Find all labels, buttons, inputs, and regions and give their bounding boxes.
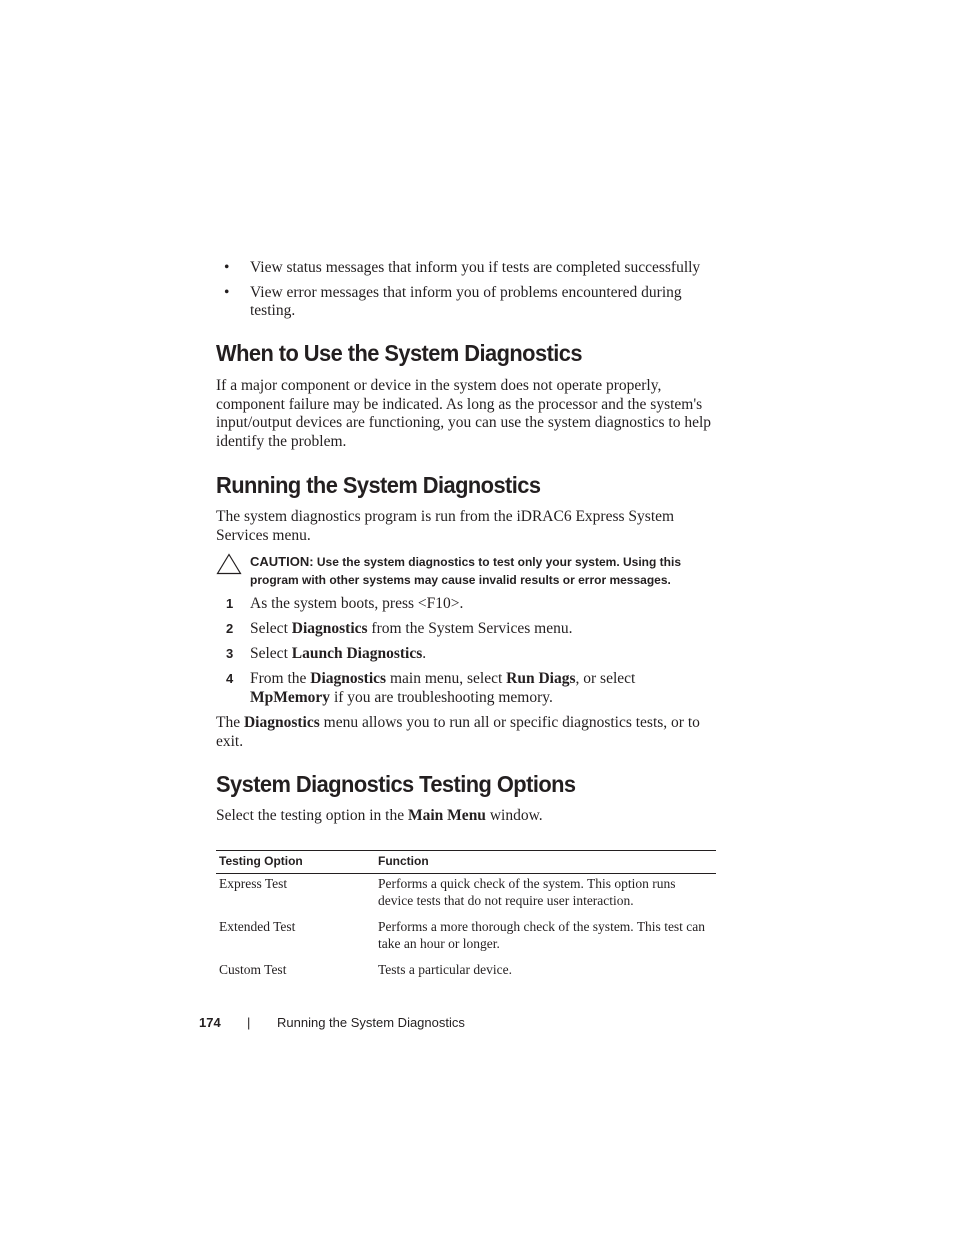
bullet-glyph: • — [224, 259, 230, 276]
para-text: The — [216, 714, 244, 731]
step-text: if you are troubleshooting memory. — [330, 688, 553, 706]
step-text: From the — [250, 669, 311, 687]
step-number: 1 — [226, 596, 234, 611]
ui-term: Diagnostics — [310, 669, 387, 687]
ui-term: MpMemory — [250, 688, 331, 706]
ui-term: Main Menu — [408, 807, 486, 824]
bullet-text: View status messages that inform you if tests are completed successfully — [250, 259, 701, 276]
ui-term: Run Diags — [506, 669, 576, 687]
table-cell: Performs a more thorough check of the system. This test can take an hour or longer. — [378, 919, 706, 951]
ui-term: Diagnostics — [291, 619, 368, 637]
step-text: Select — [250, 644, 292, 662]
para-text: Select the testing option in the — [216, 807, 408, 824]
testing-intro — [216, 807, 716, 826]
page-number: 174 — [199, 1015, 221, 1030]
section-body-running: The system diagnostics program is run from the iDRAC6 Express System Services menu. — [216, 508, 675, 544]
step-item — [216, 620, 716, 639]
step-item — [216, 645, 716, 664]
step-text: As the system boots, press <F10>. — [250, 595, 464, 612]
step-item — [216, 595, 716, 614]
diagnostics-menu-paragraph — [216, 714, 716, 751]
section-body-when-to-use: If a major component or device in the system does not operate properly, component failure may be indicated. As long as the processor and the system's input/output devices are functioning, you can use the system diagnostics to help identify the problem. — [216, 377, 712, 450]
section-heading-testing-options: System Diagnostics Testing Options — [216, 771, 576, 797]
table-cell: Tests a particular device. — [378, 962, 512, 977]
caution-label: CAUTION: — [250, 554, 314, 569]
step-text: Select — [250, 619, 292, 637]
ui-term: Diagnostics — [243, 714, 320, 731]
section-heading-running: Running the System Diagnostics — [216, 472, 541, 498]
column-header: Function — [375, 851, 716, 874]
step-item — [216, 670, 716, 707]
step-text: main menu, select — [386, 669, 507, 687]
step-list — [216, 595, 716, 714]
table-cell: Express Test — [219, 876, 288, 891]
para-text: window. — [485, 807, 543, 824]
step-text: . — [422, 644, 427, 662]
ui-term: Launch Diagnostics — [291, 644, 423, 662]
step-text: , or select — [575, 669, 636, 687]
step-number: 4 — [226, 670, 234, 686]
table-cell: Performs a quick check of the system. This option runs device tests that do not require user interaction. — [378, 876, 676, 908]
para-text: menu allows you to run all or specific diagnostics tests, or to exit. — [216, 714, 700, 750]
step-number: 3 — [226, 645, 234, 661]
step-text: from the System Services menu. — [367, 619, 573, 637]
table-cell: Extended Test — [219, 919, 296, 934]
caution-triangle-icon — [216, 553, 242, 575]
footer-separator: | — [247, 1015, 251, 1030]
bullet-glyph: • — [224, 283, 230, 301]
table-header-row — [216, 851, 716, 874]
bullet-list — [224, 259, 724, 327]
footer-title: Running the System Diagnostics — [277, 1015, 465, 1030]
testing-options-table — [216, 850, 716, 987]
section-heading-when-to-use: When to Use the System Diagnostics — [216, 340, 582, 366]
table-row — [216, 917, 716, 960]
table-cell: Custom Test — [219, 962, 287, 977]
list-item — [224, 284, 724, 321]
table-row — [216, 960, 716, 987]
caution-text — [250, 553, 720, 589]
step-number: 2 — [226, 620, 234, 636]
caution-message: Use the system diagnostics to test only your system. Using this program with other systems may cause invalid results or error messages. — [250, 555, 681, 587]
bullet-text: View error messages that inform you of problems encountered during testing. — [250, 283, 682, 319]
column-header: Testing Option — [216, 851, 375, 874]
list-item — [224, 259, 724, 278]
table-row — [216, 874, 716, 918]
